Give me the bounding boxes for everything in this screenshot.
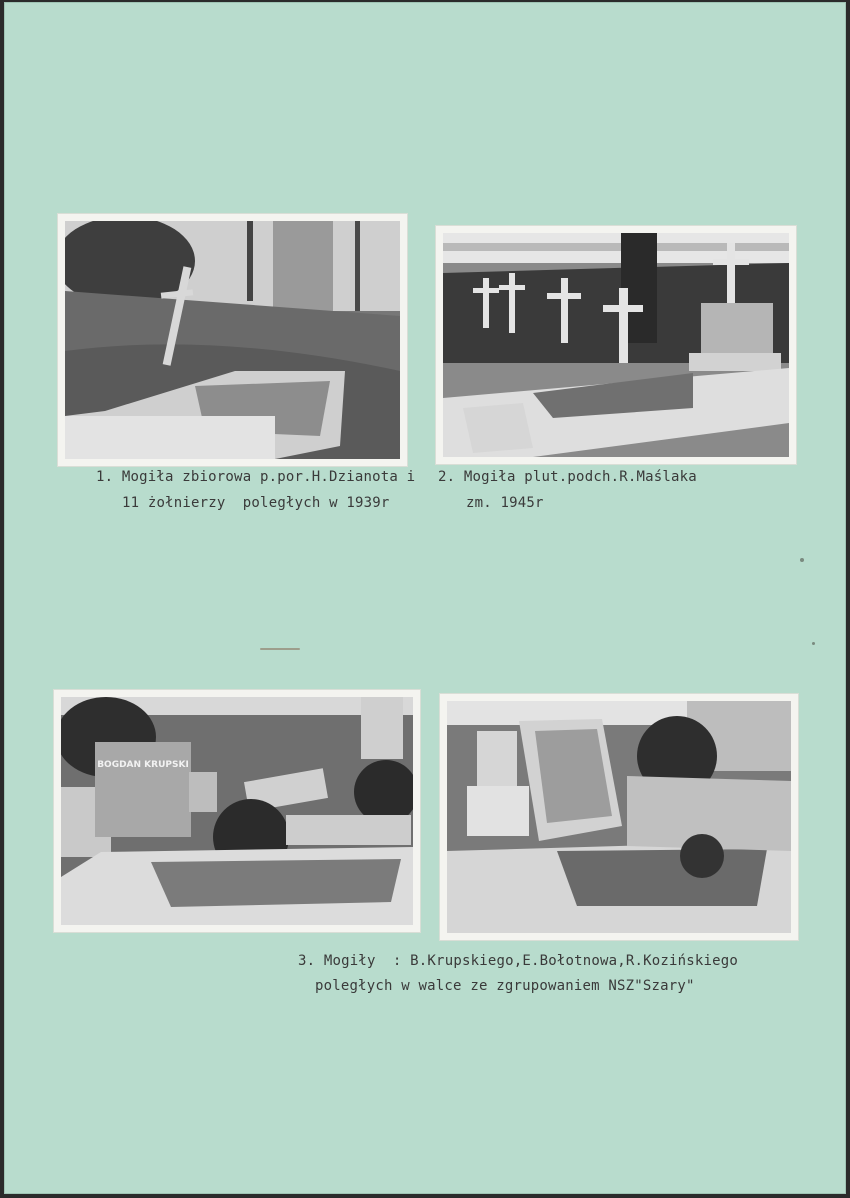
- stone-inscription: BOGDAN KRUPSKI: [97, 760, 189, 770]
- photo-sergeant-grave: [436, 226, 796, 464]
- caption-1-line-2: 11 żołnierzy poległych w 1939r: [122, 495, 390, 511]
- grave-cross-photo-image: [65, 221, 400, 459]
- photo-krupski-grave: [54, 690, 420, 932]
- paper-smudge: [260, 648, 300, 650]
- paper-speck: [812, 642, 815, 645]
- grave-plaque-photo-image: [447, 701, 791, 933]
- photo-memorial-plaque-grave: [440, 694, 798, 940]
- photo-collective-grave: [58, 214, 407, 466]
- caption-2-line-1: 2. Mogiła plut.podch.R.Maślaka: [438, 469, 697, 485]
- caption-3-line-2: poległych w walce ze zgrupowaniem NSZ"Szary": [315, 978, 695, 994]
- paper-speck: [800, 558, 804, 562]
- caption-2-line-2: zm. 1945r: [466, 495, 544, 511]
- caption-3-line-1: 3. Mogiły : B.Krupskiego,E.Bołotnowa,R.Kozińskiego: [298, 953, 739, 969]
- grave-stone-photo-image: [61, 697, 413, 925]
- caption-1-line-1: 1. Mogiła zbiorowa p.por.H.Dzianota i: [96, 469, 416, 485]
- album-page: [4, 2, 846, 1194]
- grave-crosses-photo-image: [443, 233, 789, 457]
